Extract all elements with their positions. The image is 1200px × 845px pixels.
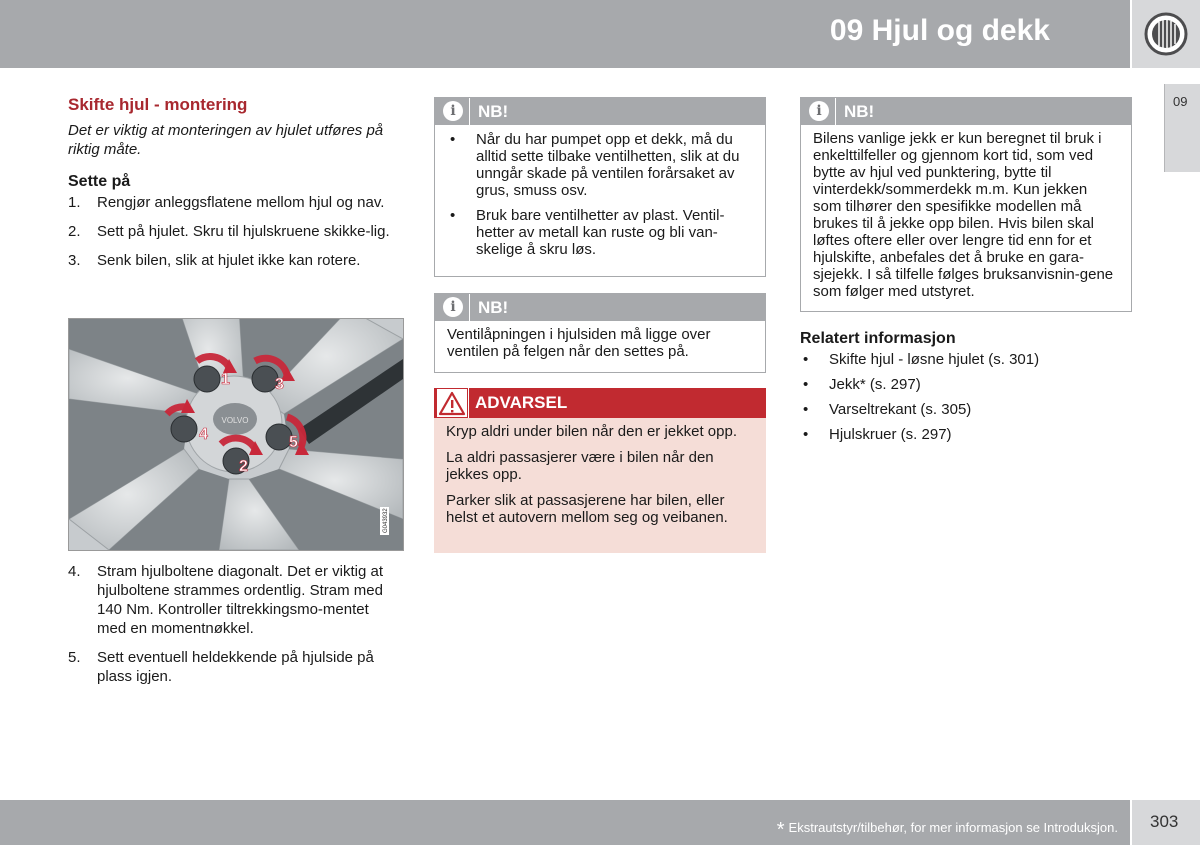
related-list (800, 350, 1130, 444)
related-link[interactable]: • Varseltrekant (s. 305) (800, 400, 1130, 419)
warning-label: ADVARSEL (475, 393, 568, 412)
step-text: Sett eventuell heldekkende på hjulside på plass igjen. (97, 649, 374, 685)
nb-label: NB! (478, 298, 509, 317)
footnote-text: Ekstrautstyr/tilbehør, for mer informasjon se Introduksjon. (788, 820, 1118, 835)
related-info (800, 330, 1130, 450)
info-icon: i (809, 101, 829, 121)
page-header (0, 0, 1130, 68)
related-link[interactable]: • Skifte hjul - løsne hjulet (s. 301) (800, 350, 1130, 369)
nb-label: NB! (844, 102, 875, 121)
step-number: 2. (68, 223, 81, 240)
page-number: 303 (1150, 812, 1179, 831)
nb-bullets (447, 131, 753, 258)
chapter-title: 09 Hjul og dekk (829, 14, 1050, 47)
bolt-number-1: 1 (221, 371, 230, 388)
subheading-sette-pa: Sette på (68, 173, 131, 190)
warning-body (434, 418, 766, 526)
steps-list-continued (68, 562, 400, 696)
nb-bullet: • Når du har pumpet opp et dekk, må du alltid sette tilbake ventilhetten, slik at du unngår skade på ventilen forårsaket av grus, smuss osv. (447, 131, 753, 199)
wheel-illustration (68, 318, 404, 551)
image-code: G043932 (383, 508, 389, 533)
mounting-section (68, 95, 400, 280)
step-item (68, 222, 400, 241)
section-heading: Skifte hjul - montering (68, 95, 248, 114)
step-text: Senk bilen, slik at hjulet ikke kan rotere. (97, 252, 361, 269)
step-item (68, 193, 400, 212)
related-link[interactable]: • Hjulskruer (s. 297) (800, 425, 1130, 444)
nb-header (801, 98, 1131, 125)
step-number: 5. (68, 649, 81, 666)
nb-bullet: • Bruk bare ventilhetter av plast. Ventil-hetter av metall kan ruste og bli van-skelige å skru løs. (447, 207, 753, 258)
step-text: Rengjør anleggsflatene mellom hjul og nav. (97, 194, 385, 211)
info-icon: i (443, 101, 463, 121)
warning-paragraph: Kryp aldri under bilen når den er jekket opp. (446, 423, 738, 440)
step-number: 3. (68, 252, 81, 269)
warning-paragraph: La aldri passasjerer være i bilen når den jekkes opp. (446, 449, 714, 483)
warning-triangle-icon (437, 389, 467, 417)
steps-list (68, 193, 400, 270)
warning-paragraph: Parker slik at passasjerene har bilen, eller helst et autovern mellom seg og veibanen. (446, 492, 728, 526)
wheel-drawing (69, 319, 403, 550)
step-number: 4. (68, 563, 81, 580)
chapter-tab-number: 09 (1173, 94, 1188, 109)
step-item (68, 648, 400, 686)
volvo-badge: VOLVO (221, 416, 249, 425)
nb-text: Ventilåpningen i hjulsiden må ligge over ventilen på felgen når den settes på. (447, 326, 711, 360)
info-icon: i (443, 297, 463, 317)
nb-box-jack (800, 97, 1132, 312)
related-heading: Relatert informasjon (800, 330, 956, 347)
nb-box-valve-opening (434, 293, 766, 373)
step-item (68, 251, 400, 270)
warning-box (434, 388, 766, 553)
nb-header (435, 98, 765, 125)
bolt-number-3: 3 (275, 376, 284, 393)
step-text: Stram hjulboltene diagonalt. Det er viktig at hjulboltene strammes ordentlig. Stram med 140 Nm. Kontroller tiltrekkingsmo-mentet med en momentnøkkel. (97, 563, 383, 637)
step-item (68, 562, 400, 638)
nb-text: Bilens vanlige jekk er kun beregnet til bruk i enkelttilfeller og gjennom kort tid, som ved bytte av hjul ved punktering, bytte til vinterdekk/sommerdekk m.m. Kun jekken som tilhører den spesifikke modellen må brukes til å jekke opp bilen. Hvis bilen skal løftes oftere eller over lengre tid enn for et hjulskifte, anbefales det å bruke en gara-sjejekk. I så tilfelle følges bruksanvisnin-gene som følger med utstyret. (813, 130, 1114, 300)
footer-note (776, 815, 1118, 841)
step-number: 1. (68, 194, 81, 211)
warning-header (434, 388, 766, 418)
step-text: Sett på hjulet. Skru til hjulskruene skikke-lig. (97, 223, 390, 240)
chapter-tab (1164, 84, 1200, 172)
bolt-number-5: 5 (289, 434, 298, 451)
bolt-number-2: 2 (239, 458, 248, 475)
footnote-star: * (776, 819, 785, 841)
nb-header (435, 294, 765, 321)
section-intro: Det er viktig at monteringen av hjulet utføres på riktig måte. (68, 122, 384, 158)
nb-box-valve-cap (434, 97, 766, 277)
bolt-number-4: 4 (199, 426, 208, 443)
related-link[interactable]: • Jekk* (s. 297) (800, 375, 1130, 394)
tire-icon (1132, 0, 1200, 68)
nb-label: NB! (478, 102, 509, 121)
chapter-icon-box (1132, 0, 1200, 68)
